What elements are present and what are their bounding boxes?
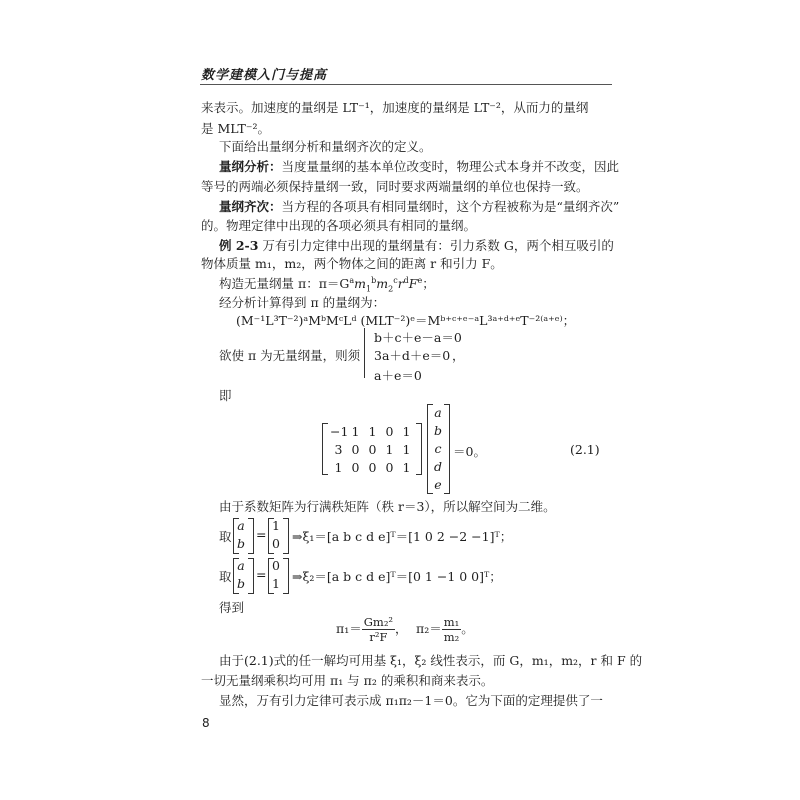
- text-line: 的。物理定律中出现的各项必须具有相同的量纲。: [201, 218, 477, 233]
- vector-bracket-right: [444, 404, 450, 494]
- definition-line: [219, 156, 620, 177]
- text-line: 构造无量纲量 π：$\pi=G^am_1^bm_2^cr^dF^e$；: [219, 275, 435, 294]
- system-equation: b＋c＋e－a＝0: [374, 330, 462, 345]
- vector-entry: c: [434, 441, 442, 456]
- pi-2-fraction: $\frac{\text{m₁}}{\text{m₂}}$: [443, 615, 460, 644]
- vector-entry: d: [433, 459, 442, 474]
- vector-entry: b: [236, 576, 245, 591]
- example-label: 例 2-3: [219, 238, 259, 253]
- matrix-rhs: ＝0。: [453, 444, 486, 459]
- vector-entry: a: [237, 558, 245, 573]
- vector-bracket-right: [248, 558, 254, 594]
- text-line: 得到: [219, 600, 245, 615]
- vector-entry: a: [237, 518, 245, 533]
- definition-line: [219, 196, 620, 217]
- text-line: 经分析计算得到 π 的量纲为：: [219, 295, 386, 310]
- pi-1-fraction: $\frac{\text{Gm₂²}}{\text{r²F}}$: [363, 615, 394, 644]
- matrix-row: 1 0 0 0 1: [334, 460, 411, 475]
- text-line: 一切无量纲乘积均可用 π₁ 与 π₂ 的乘积和商来表示。: [201, 673, 494, 688]
- matrix-row: 3 0 0 1 1: [334, 442, 411, 457]
- equals-sign: =: [256, 527, 267, 542]
- vector-entry: 0: [272, 558, 280, 573]
- equals-sign: =: [256, 567, 267, 582]
- vector-entry: b: [433, 423, 442, 438]
- header-rule: [200, 84, 612, 85]
- matrix-bracket-left: [322, 423, 328, 475]
- text-line: 是 MLT⁻²。: [201, 121, 271, 136]
- text-line: 来表示。加速度的量纲是 LT⁻¹，加速度的量纲是 LT⁻²，从而力的量纲: [201, 100, 589, 115]
- example-text: 万有引力定律中出现的量纲量有：引力系数 G，两个相互吸引的: [258, 238, 614, 253]
- pi-2-expression: π₂＝ $\frac{\text{m₁}}{\text{m₂}}$ 。: [416, 615, 474, 644]
- running-header: 数学建模入门与提高: [201, 68, 328, 83]
- text-line: 等号的两端必须保持量纲一致，同时要求两端量纲的单位也保持一致。: [201, 179, 589, 194]
- vector-bracket-right: [248, 518, 254, 554]
- vector-bracket-right: [283, 558, 289, 594]
- text-line: 欲使 π 为无量纲量，则须: [219, 348, 361, 363]
- matrix-row: −1 1 1 0 1: [330, 424, 411, 439]
- vector-entry: 1: [272, 576, 280, 591]
- text-line: 由于系数矩阵为行满秩矩阵（秩 r＝3），所以解空间为二维。: [219, 499, 556, 514]
- basis-vector-1: ⇒ξ₁＝[a b c d e]ᵀ＝[1 0 2 −2 −1]ᵀ；: [292, 529, 513, 544]
- dimension-equation: (M⁻¹L³T⁻²)ᵃMᵇMᶜLᵈ (MLT⁻²)ᵉ＝Mᵇ⁺ᶜ⁺ᵉ⁻ᵃL³ᵃ⁺ᵈ⁺ᵉT⁻²⁽ᵃ⁺ᵉ⁾；: [236, 313, 576, 328]
- definition-text: 当度量量纲的基本单位改变时，物理公式本身并不改变，因此: [281, 159, 620, 174]
- text-line: 下面给出量纲分析和量纲齐次的定义。: [219, 139, 432, 154]
- vector-entry: e: [434, 477, 442, 492]
- basis-vector-2: ⇒ξ₂＝[a b c d e]ᵀ＝[0 1 −1 0 0]ᵀ；: [292, 569, 502, 584]
- term-dimensional-homogeneity: 量纲齐次：: [219, 199, 282, 214]
- term-dimensional-analysis: 量纲分析：: [219, 159, 282, 174]
- matrix-bracket-right: [416, 423, 422, 475]
- pi-1-expression: π₁＝ $\frac{\text{Gm₂²}}{\text{r²F}}$ ，: [336, 615, 408, 644]
- vector-entry: 1: [272, 518, 280, 533]
- vector-entry: a: [434, 405, 442, 420]
- choice-label: 取: [219, 529, 232, 544]
- vector-entry: b: [236, 536, 245, 551]
- equation-system-brace: [364, 328, 371, 378]
- vector-entry: 0: [272, 536, 280, 551]
- system-comma: ，: [452, 348, 465, 363]
- text-line: 物体质量 m₁，m₂，两个物体之间的距离 r 和引力 F。: [201, 256, 503, 271]
- text-line: 即: [219, 388, 232, 403]
- choice-label: 取: [219, 569, 232, 584]
- system-equation: 3a＋d＋e＝0: [374, 348, 451, 363]
- text-line: 由于(2.1)式的任一解均可用基 ξ₁，ξ₂ 线性表示，而 G，m₁，m₂，r 和 F 的: [219, 653, 643, 668]
- definition-text: 当方程的各项具有相同量纲时，这个方程被称为是“量纲齐次”: [281, 199, 620, 214]
- system-equation: a＋e＝0: [374, 368, 422, 383]
- page-number: 8: [202, 716, 210, 730]
- equation-number: (2.1): [570, 442, 600, 457]
- text-line: 显然，万有引力定律可表示成 π₁π₂－1＝0。它为下面的定理提供了一: [219, 693, 603, 708]
- vector-bracket-right: [283, 518, 289, 554]
